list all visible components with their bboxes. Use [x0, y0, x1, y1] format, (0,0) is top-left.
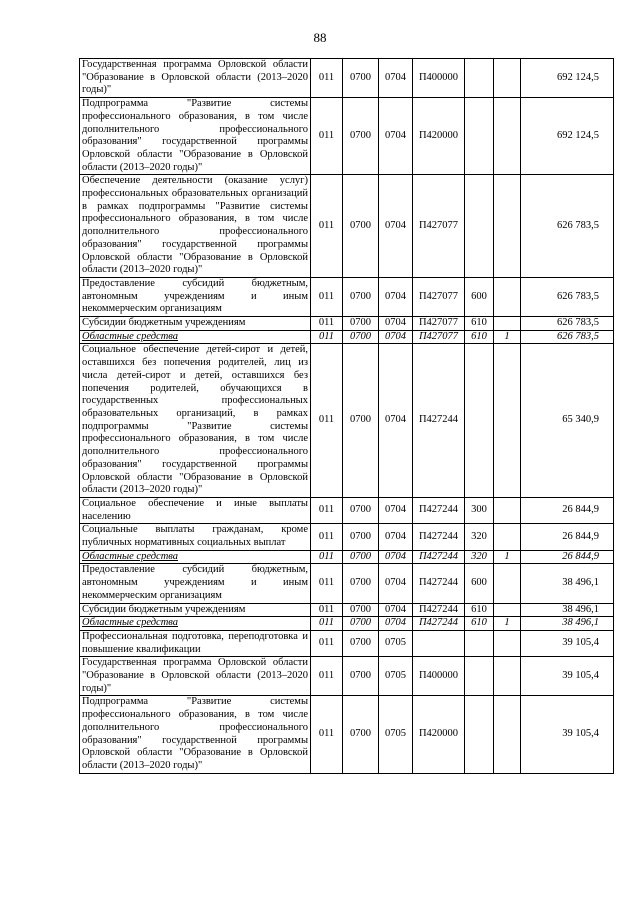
pr-cell: 0705 — [379, 696, 413, 773]
csr-cell: П427244 — [413, 497, 465, 523]
pr-cell: 0704 — [379, 550, 413, 564]
pr-cell: 0704 — [379, 603, 413, 617]
pr-cell: 0704 — [379, 330, 413, 344]
vr-cell — [465, 696, 494, 773]
pr-cell: 0704 — [379, 524, 413, 550]
name-cell: Подпрограмма "Развитие системы профессионального образования, в том числе дополнительного профессионального образования" государственной программы Орловской области "Образование в Орловской области (2013–2020 годы)" — [80, 98, 311, 175]
csr-cell: П427244 — [413, 550, 465, 564]
csr-cell: П427244 — [413, 617, 465, 631]
src-cell — [494, 564, 521, 603]
src-cell — [494, 277, 521, 316]
pr-cell: 0704 — [379, 59, 413, 98]
vr-cell: 600 — [465, 564, 494, 603]
sum-cell: 626 783,5 — [521, 175, 614, 278]
ved-cell: 011 — [311, 98, 343, 175]
table-row — [80, 175, 614, 278]
ved-cell: 011 — [311, 330, 343, 344]
name-cell: Социальные выплаты гражданам, кроме публичных нормативных социальных выплат — [80, 524, 311, 550]
csr-cell: П400000 — [413, 657, 465, 696]
table-row — [80, 317, 614, 331]
pr-cell: 0704 — [379, 317, 413, 331]
name-cell: Субсидии бюджетным учреждениям — [80, 603, 311, 617]
vr-cell: 610 — [465, 317, 494, 331]
rz-cell: 0700 — [343, 317, 379, 331]
rz-cell: 0700 — [343, 524, 379, 550]
rz-cell: 0700 — [343, 630, 379, 656]
csr-cell: П400000 — [413, 59, 465, 98]
vr-cell: 320 — [465, 550, 494, 564]
sum-cell: 692 124,5 — [521, 98, 614, 175]
name-cell: Социальное обеспечение детей-сирот и детей, оставшихся без попечения родителей, лиц из числа детей-сирот и детей, оставшихся без попечения родителей, обучающихся в государственных профессиональных образовательных организаций, в рамках подпрограммы "Развитие системы профессионального образования, в том числе дополнительного профессионального образования" государственной программы Орловской области "Образование в Орловской области (2013–2020 годы)" — [80, 344, 311, 497]
vr-cell: 300 — [465, 497, 494, 523]
src-cell: 1 — [494, 617, 521, 631]
name-cell: Подпрограмма "Развитие системы профессионального образования, в том числе дополнительного профессионального образования" государственной программы Орловской области "Образование в Орловской области (2013–2020 годы)" — [80, 696, 311, 773]
vr-cell — [465, 98, 494, 175]
sum-cell: 38 496,1 — [521, 617, 614, 631]
src-cell — [494, 603, 521, 617]
csr-cell: П427077 — [413, 317, 465, 331]
pr-cell: 0705 — [379, 657, 413, 696]
vr-cell — [465, 344, 494, 497]
sum-cell: 626 783,5 — [521, 277, 614, 316]
sum-cell: 39 105,4 — [521, 657, 614, 696]
table-row — [80, 630, 614, 656]
src-cell: 1 — [494, 550, 521, 564]
table-row — [80, 617, 614, 631]
rz-cell: 0700 — [343, 277, 379, 316]
pr-cell: 0704 — [379, 497, 413, 523]
vr-cell — [465, 657, 494, 696]
csr-cell: П427077 — [413, 175, 465, 278]
rz-cell: 0700 — [343, 550, 379, 564]
vr-cell: 600 — [465, 277, 494, 316]
ved-cell: 011 — [311, 317, 343, 331]
pr-cell: 0704 — [379, 617, 413, 631]
table-row — [80, 497, 614, 523]
name-cell: Предоставление субсидий бюджетным, автономным учреждениям и иным некоммерческим организациям — [80, 564, 311, 603]
rz-cell: 0700 — [343, 617, 379, 631]
csr-cell: П420000 — [413, 98, 465, 175]
vr-cell: 610 — [465, 617, 494, 631]
vr-cell: 320 — [465, 524, 494, 550]
src-cell — [494, 98, 521, 175]
ved-cell: 011 — [311, 550, 343, 564]
csr-cell: П427077 — [413, 277, 465, 316]
vr-cell — [465, 59, 494, 98]
name-cell: Социальное обеспечение и иные выплаты населению — [80, 497, 311, 523]
sum-cell: 692 124,5 — [521, 59, 614, 98]
vr-cell — [465, 630, 494, 656]
ved-cell: 011 — [311, 277, 343, 316]
name-cell: Субсидии бюджетным учреждениям — [80, 317, 311, 331]
csr-cell: П427244 — [413, 603, 465, 617]
sum-cell: 65 340,9 — [521, 344, 614, 497]
pr-cell: 0704 — [379, 98, 413, 175]
table-row — [80, 524, 614, 550]
csr-cell: П427077 — [413, 330, 465, 344]
src-cell — [494, 630, 521, 656]
name-cell: Профессиональная подготовка, переподготовка и повышение квалификации — [80, 630, 311, 656]
src-cell: 1 — [494, 330, 521, 344]
page-number: 88 — [313, 30, 327, 45]
sum-cell: 26 844,9 — [521, 524, 614, 550]
src-cell — [494, 344, 521, 497]
vr-cell: 610 — [465, 603, 494, 617]
rz-cell: 0700 — [343, 98, 379, 175]
sum-cell: 626 783,5 — [521, 317, 614, 331]
name-cell: Государственная программа Орловской области "Образование в Орловской области (2013–2020 годы)" — [80, 657, 311, 696]
sum-cell: 38 496,1 — [521, 603, 614, 617]
table-row — [80, 550, 614, 564]
src-cell — [494, 317, 521, 331]
csr-cell — [413, 630, 465, 656]
rz-cell: 0700 — [343, 497, 379, 523]
ved-cell: 011 — [311, 344, 343, 497]
rz-cell: 0700 — [343, 175, 379, 278]
pr-cell: 0704 — [379, 175, 413, 278]
pr-cell: 0704 — [379, 564, 413, 603]
ved-cell: 011 — [311, 630, 343, 656]
src-cell — [494, 175, 521, 278]
table-row — [80, 657, 614, 696]
table-row — [80, 564, 614, 603]
pr-cell: 0705 — [379, 630, 413, 656]
rz-cell: 0700 — [343, 696, 379, 773]
pr-cell: 0704 — [379, 277, 413, 316]
rz-cell: 0700 — [343, 330, 379, 344]
table-row — [80, 330, 614, 344]
csr-cell: П420000 — [413, 696, 465, 773]
src-cell — [494, 524, 521, 550]
csr-cell: П427244 — [413, 344, 465, 497]
csr-cell: П427244 — [413, 564, 465, 603]
name-cell: Обеспечение деятельности (оказание услуг) профессиональных образовательных организаций в рамках подпрограммы "Развитие системы профессионального образования, в том числе дополнительного профессионального образования" государственной программы Орловской области "Образование в Орловской области (2013–2020 годы)" — [80, 175, 311, 278]
sum-cell: 626 783,5 — [521, 330, 614, 344]
ved-cell: 011 — [311, 564, 343, 603]
name-cell: Государственная программа Орловской области "Образование в Орловской области (2013–2020 годы)" — [80, 59, 311, 98]
table-row — [80, 277, 614, 316]
ved-cell: 011 — [311, 657, 343, 696]
table-row — [80, 344, 614, 497]
name-cell: Областные средства — [80, 330, 311, 344]
ved-cell: 011 — [311, 617, 343, 631]
sum-cell: 26 844,9 — [521, 497, 614, 523]
ved-cell: 011 — [311, 59, 343, 98]
csr-cell: П427244 — [413, 524, 465, 550]
vr-cell: 610 — [465, 330, 494, 344]
vr-cell — [465, 175, 494, 278]
table-row — [80, 696, 614, 773]
table-row — [80, 59, 614, 98]
ved-cell: 011 — [311, 696, 343, 773]
pr-cell: 0704 — [379, 344, 413, 497]
name-cell: Предоставление субсидий бюджетным, автономным учреждениям и иным некоммерческим организациям — [80, 277, 311, 316]
sum-cell: 38 496,1 — [521, 564, 614, 603]
ved-cell: 011 — [311, 524, 343, 550]
src-cell — [494, 497, 521, 523]
src-cell — [494, 657, 521, 696]
table-row — [80, 98, 614, 175]
src-cell — [494, 59, 521, 98]
ved-cell: 011 — [311, 497, 343, 523]
name-cell: Областные средства — [80, 550, 311, 564]
rz-cell: 0700 — [343, 344, 379, 497]
sum-cell: 39 105,4 — [521, 630, 614, 656]
budget-table — [79, 58, 614, 774]
ved-cell: 011 — [311, 603, 343, 617]
rz-cell: 0700 — [343, 59, 379, 98]
rz-cell: 0700 — [343, 657, 379, 696]
ved-cell: 011 — [311, 175, 343, 278]
rz-cell: 0700 — [343, 564, 379, 603]
table-row — [80, 603, 614, 617]
name-cell: Областные средства — [80, 617, 311, 631]
src-cell — [494, 696, 521, 773]
rz-cell: 0700 — [343, 603, 379, 617]
sum-cell: 26 844,9 — [521, 550, 614, 564]
sum-cell: 39 105,4 — [521, 696, 614, 773]
